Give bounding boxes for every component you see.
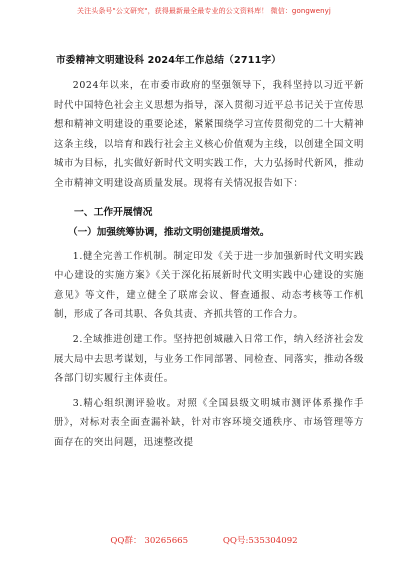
list-item: 2.全域推进创建工作。坚持把创城融入日常工作，纳入经济社会发展大局中去思考谋划，与业务工作同部署、同检查、同落实，推动各级各部门切实履行主体责任。 [54,333,364,385]
footer [0,534,408,546]
document-body [54,52,364,453]
subsection-heading: （一）加强统筹协调，推动文明创建提质增效。 [68,226,270,238]
footer-qq-number: QQ号:535304092 [222,536,298,546]
document-title: 市委精神文明建设科 2024年工作总结（2711字） [56,55,282,66]
section-heading: 一、工作开展情况 [74,206,153,218]
list-item: 1.健全完善工作机制。制定印发《关于进一步加强新时代文明实践中心建设的实施方案》《关于深化拓展新时代文明实践中心建设的实施意见》等文件，建立健全了联席会议、督查通报、动态考核等工作机制，形成了各司其职、各负其责、齐抓共管的工作合力。 [54,250,364,321]
top-banner: 关注头条号"公文研究"，获得最新最全最专业的公文资料库！ 微信：gongwenyj [77,7,331,15]
list-item: 3.精心组织测评验收。对照《全国县级文明城市测评体系操作手册》，对标对表全面查漏补缺，针对市容环境交通秩序、市场管理等方面存在的突出问题，迅速整改提 [54,397,364,448]
footer-qq-group: QQ群： 30265665 [110,536,189,546]
intro-paragraph: 2024年以来，在市委市政府的坚强领导下，我科坚持以习近平新时代中国特色社会主义思想为指导，深入贯彻习近平总书记关于宣传思想和精神文明建设的重要论述，紧紧围绕学习宣传贯彻党的二十大精神这条主线，以培育和践行社会主义核心价值观为主线，以创建全国文明城市为目标，扎实做好新时代文明实践工作，大力弘扬时代新风，推动全市精神文明建设高质量发展。现将有关情况报告如下： [54,80,364,189]
